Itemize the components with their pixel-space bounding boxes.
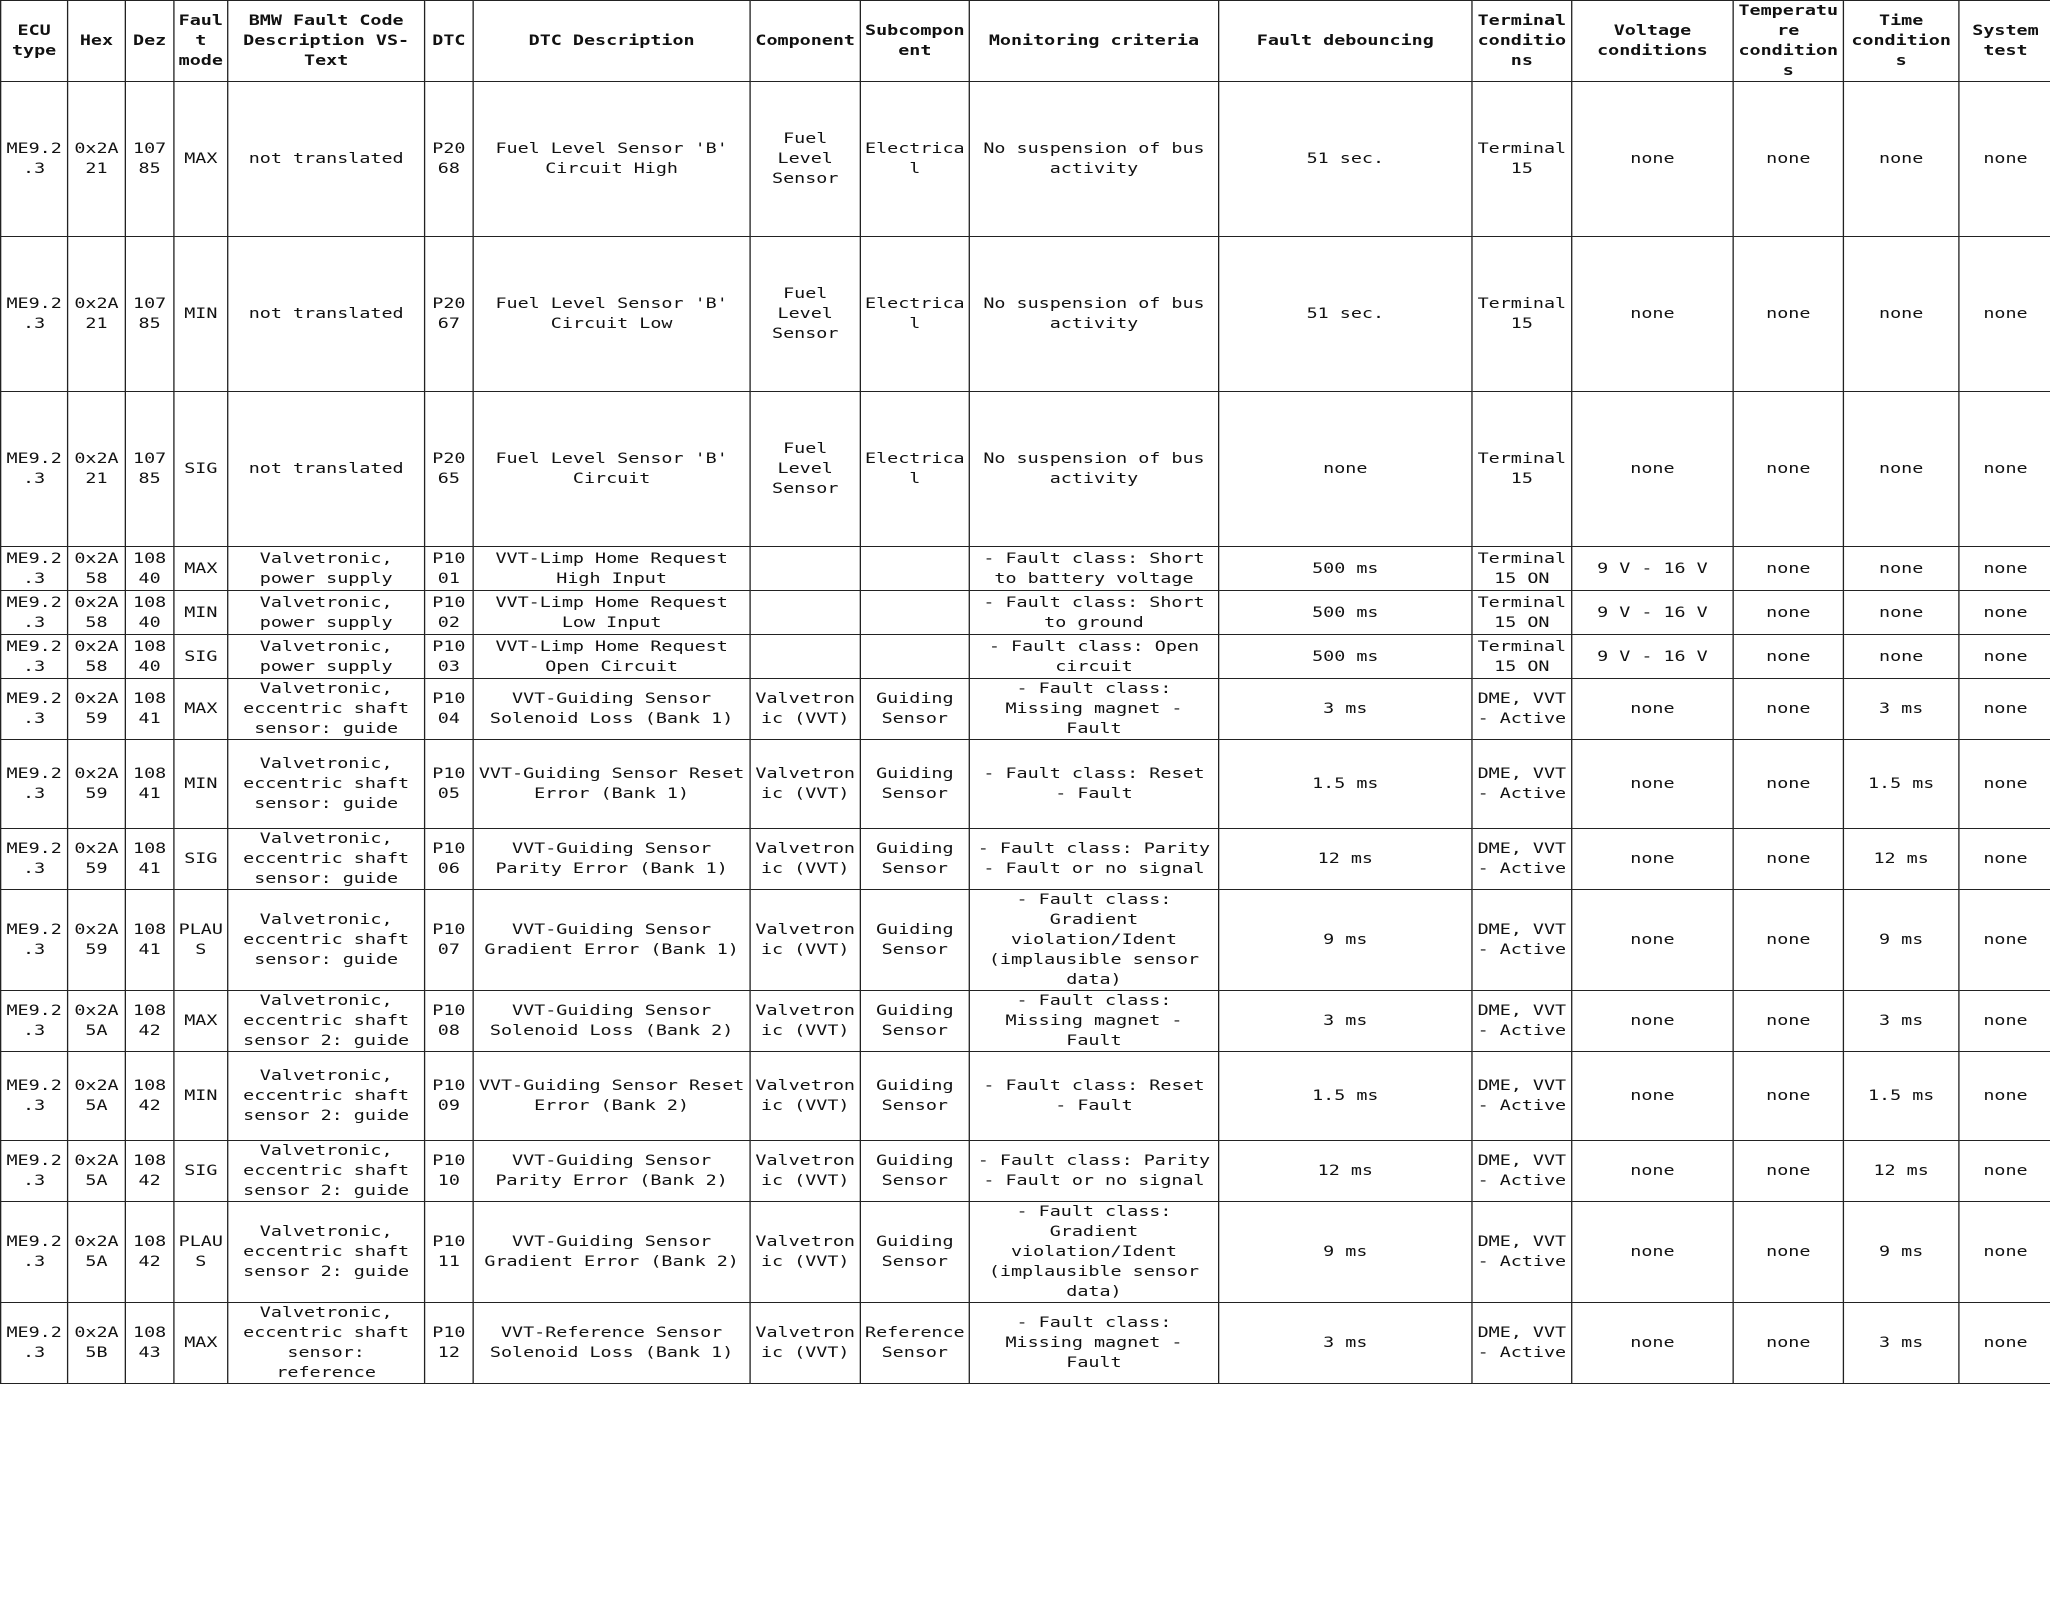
dtc-cell: P1001 (425, 547, 474, 591)
ecu-type-cell: ME9.2.3 (1, 591, 68, 635)
table-row (1, 679, 2050, 740)
ecu-type-cell: ME9.2.3 (1, 1052, 68, 1141)
dtc-description-cell: VVT-Limp Home Request Open Circuit (473, 635, 750, 679)
fault-mode-cell: MAX (174, 679, 228, 740)
temperature-conditions-cell: none (1733, 237, 1843, 392)
table-row (1, 547, 2050, 591)
terminal-conditions-cell: DME, VVT - Active (1472, 1202, 1572, 1303)
voltage-conditions-cell: none (1572, 890, 1733, 991)
dez-cell: 10785 (125, 237, 174, 392)
hex-cell: 0x2A21 (68, 237, 126, 392)
time-conditions-cell: 12 ms (1843, 829, 1959, 890)
hex-cell: 0x2A5B (68, 1303, 126, 1384)
dez-cell: 10842 (125, 991, 174, 1052)
voltage-conditions-cell: none (1572, 679, 1733, 740)
system-test-cell: none (1959, 679, 2050, 740)
dtc-description-cell: Fuel Level Sensor 'B' Circuit High (473, 82, 750, 237)
terminal-conditions-cell: DME, VVT - Active (1472, 829, 1572, 890)
bmw-description-cell: Valvetronic, eccentric shaft sensor 2: guide (228, 1141, 425, 1202)
terminal-conditions-cell: Terminal 15 (1472, 82, 1572, 237)
monitoring-criteria-cell: - Fault class: Short to ground (969, 591, 1218, 635)
bmw-description-cell: Valvetronic, eccentric shaft sensor: guide (228, 890, 425, 991)
voltage-conditions-cell: none (1572, 237, 1733, 392)
voltage-conditions-cell: none (1572, 1303, 1733, 1384)
dez-cell: 10840 (125, 547, 174, 591)
hex-cell: 0x2A59 (68, 829, 126, 890)
ecu-type-cell: ME9.2.3 (1, 1202, 68, 1303)
dtc-description-cell: VVT-Limp Home Request High Input (473, 547, 750, 591)
bmw-description-cell: not translated (228, 392, 425, 547)
table-row (1, 740, 2050, 829)
col-header-subcomponent: Subcomponent (860, 1, 969, 82)
time-conditions-cell: none (1843, 591, 1959, 635)
voltage-conditions-cell: none (1572, 1052, 1733, 1141)
hex-cell: 0x2A59 (68, 679, 126, 740)
monitoring-criteria-cell: - Fault class: Gradient violation/Ident (implausible sensor data) (969, 890, 1218, 991)
subcomponent-cell: Guiding Sensor (860, 740, 969, 829)
monitoring-criteria-cell: No suspension of bus activity (969, 392, 1218, 547)
monitoring-criteria-cell: - Fault class: Gradient violation/Ident (implausible sensor data) (969, 1202, 1218, 1303)
hex-cell: 0x2A58 (68, 547, 126, 591)
dtc-cell: P1003 (425, 635, 474, 679)
dtc-cell: P1012 (425, 1303, 474, 1384)
component-cell (750, 635, 860, 679)
table-row (1, 1303, 2050, 1384)
table-row (1, 1052, 2050, 1141)
fault-debouncing-cell: none (1219, 392, 1472, 547)
col-header-temperature-conditions: Temperature conditions (1733, 1, 1843, 82)
fault-debouncing-cell: 51 sec. (1219, 82, 1472, 237)
subcomponent-cell: Reference Sensor (860, 1303, 969, 1384)
dez-cell: 10842 (125, 1202, 174, 1303)
subcomponent-cell: Guiding Sensor (860, 1141, 969, 1202)
system-test-cell: none (1959, 740, 2050, 829)
monitoring-criteria-cell: - Fault class: Reset - Fault (969, 1052, 1218, 1141)
fault-debouncing-cell: 9 ms (1219, 1202, 1472, 1303)
system-test-cell: none (1959, 1303, 2050, 1384)
fault-debouncing-cell: 9 ms (1219, 890, 1472, 991)
time-conditions-cell: 3 ms (1843, 991, 1959, 1052)
fault-mode-cell: SIG (174, 635, 228, 679)
system-test-cell: none (1959, 547, 2050, 591)
time-conditions-cell: 3 ms (1843, 679, 1959, 740)
voltage-conditions-cell: 9 V - 16 V (1572, 547, 1733, 591)
dtc-cell: P1011 (425, 1202, 474, 1303)
dtc-description-cell: VVT-Reference Sensor Solenoid Loss (Bank 1) (473, 1303, 750, 1384)
ecu-type-cell: ME9.2.3 (1, 1303, 68, 1384)
temperature-conditions-cell: none (1733, 591, 1843, 635)
terminal-conditions-cell: DME, VVT - Active (1472, 679, 1572, 740)
terminal-conditions-cell: Terminal 15 (1472, 392, 1572, 547)
monitoring-criteria-cell: No suspension of bus activity (969, 237, 1218, 392)
subcomponent-cell: Electrical (860, 237, 969, 392)
col-header-voltage-conditions: Voltage conditions (1572, 1, 1733, 82)
dtc-description-cell: VVT-Guiding Sensor Solenoid Loss (Bank 2) (473, 991, 750, 1052)
bmw-description-cell: Valvetronic, eccentric shaft sensor 2: guide (228, 1052, 425, 1141)
dtc-description-cell: VVT-Guiding Sensor Solenoid Loss (Bank 1) (473, 679, 750, 740)
dtc-cell: P1005 (425, 740, 474, 829)
temperature-conditions-cell: none (1733, 1303, 1843, 1384)
terminal-conditions-cell: Terminal 15 ON (1472, 591, 1572, 635)
monitoring-criteria-cell: - Fault class: Reset - Fault (969, 740, 1218, 829)
subcomponent-cell: Guiding Sensor (860, 1202, 969, 1303)
terminal-conditions-cell: Terminal 15 ON (1472, 635, 1572, 679)
fault-mode-cell: MAX (174, 82, 228, 237)
fault-mode-cell: SIG (174, 1141, 228, 1202)
fault-debouncing-cell: 1.5 ms (1219, 1052, 1472, 1141)
col-header-time-conditions: Time conditions (1843, 1, 1959, 82)
component-cell: Valvetronic (VVT) (750, 740, 860, 829)
terminal-conditions-cell: DME, VVT - Active (1472, 991, 1572, 1052)
subcomponent-cell: Electrical (860, 82, 969, 237)
subcomponent-cell (860, 591, 969, 635)
system-test-cell: none (1959, 237, 2050, 392)
col-header-dtc: DTC (425, 1, 474, 82)
col-header-dez: Dez (125, 1, 174, 82)
table-row (1, 1202, 2050, 1303)
component-cell: Valvetronic (VVT) (750, 1202, 860, 1303)
fault-debouncing-cell: 51 sec. (1219, 237, 1472, 392)
temperature-conditions-cell: none (1733, 392, 1843, 547)
dez-cell: 10840 (125, 635, 174, 679)
subcomponent-cell (860, 547, 969, 591)
dtc-cell: P1006 (425, 829, 474, 890)
time-conditions-cell: 3 ms (1843, 1303, 1959, 1384)
col-header-fault-mode: Fault mode (174, 1, 228, 82)
bmw-description-cell: Valvetronic, eccentric shaft sensor: guide (228, 829, 425, 890)
fault-mode-cell: MAX (174, 547, 228, 591)
table-row (1, 591, 2050, 635)
temperature-conditions-cell: none (1733, 1141, 1843, 1202)
subcomponent-cell: Guiding Sensor (860, 829, 969, 890)
hex-cell: 0x2A59 (68, 740, 126, 829)
monitoring-criteria-cell: - Fault class: Missing magnet - Fault (969, 991, 1218, 1052)
col-header-bmw-description: BMW Fault Code Description VS-Text (228, 1, 425, 82)
dez-cell: 10841 (125, 740, 174, 829)
monitoring-criteria-cell: - Fault class: Missing magnet - Fault (969, 679, 1218, 740)
time-conditions-cell: none (1843, 547, 1959, 591)
voltage-conditions-cell: 9 V - 16 V (1572, 591, 1733, 635)
terminal-conditions-cell: DME, VVT - Active (1472, 740, 1572, 829)
fault-mode-cell: MAX (174, 1303, 228, 1384)
terminal-conditions-cell: DME, VVT - Active (1472, 1303, 1572, 1384)
dez-cell: 10785 (125, 392, 174, 547)
terminal-conditions-cell: Terminal 15 ON (1472, 547, 1572, 591)
time-conditions-cell: none (1843, 392, 1959, 547)
ecu-type-cell: ME9.2.3 (1, 635, 68, 679)
table-body (1, 82, 2050, 1384)
fault-debouncing-cell: 3 ms (1219, 991, 1472, 1052)
component-cell: Valvetronic (VVT) (750, 1052, 860, 1141)
fault-debouncing-cell: 12 ms (1219, 829, 1472, 890)
system-test-cell: none (1959, 591, 2050, 635)
dez-cell: 10841 (125, 890, 174, 991)
hex-cell: 0x2A5A (68, 1052, 126, 1141)
system-test-cell: none (1959, 1052, 2050, 1141)
voltage-conditions-cell: none (1572, 82, 1733, 237)
dez-cell: 10842 (125, 1141, 174, 1202)
component-cell: Valvetronic (VVT) (750, 991, 860, 1052)
hex-cell: 0x2A59 (68, 890, 126, 991)
dez-cell: 10841 (125, 679, 174, 740)
time-conditions-cell: 1.5 ms (1843, 1052, 1959, 1141)
dtc-description-cell: VVT-Guiding Sensor Reset Error (Bank 2) (473, 1052, 750, 1141)
time-conditions-cell: 9 ms (1843, 1202, 1959, 1303)
system-test-cell: none (1959, 991, 2050, 1052)
table-row (1, 635, 2050, 679)
system-test-cell: none (1959, 392, 2050, 547)
dez-cell: 10785 (125, 82, 174, 237)
fault-debouncing-cell: 1.5 ms (1219, 740, 1472, 829)
fault-mode-cell: MIN (174, 1052, 228, 1141)
voltage-conditions-cell: none (1572, 991, 1733, 1052)
monitoring-criteria-cell: - Fault class: Missing magnet - Fault (969, 1303, 1218, 1384)
col-header-hex: Hex (68, 1, 126, 82)
dez-cell: 10840 (125, 591, 174, 635)
system-test-cell: none (1959, 635, 2050, 679)
ecu-type-cell: ME9.2.3 (1, 679, 68, 740)
ecu-type-cell: ME9.2.3 (1, 82, 68, 237)
time-conditions-cell: none (1843, 82, 1959, 237)
component-cell: Fuel Level Sensor (750, 237, 860, 392)
system-test-cell: none (1959, 829, 2050, 890)
ecu-type-cell: ME9.2.3 (1, 1141, 68, 1202)
temperature-conditions-cell: none (1733, 740, 1843, 829)
table-row (1, 1141, 2050, 1202)
table-row (1, 991, 2050, 1052)
hex-cell: 0x2A21 (68, 82, 126, 237)
component-cell: Fuel Level Sensor (750, 82, 860, 237)
monitoring-criteria-cell: - Fault class: Parity - Fault or no signal (969, 829, 1218, 890)
ecu-type-cell: ME9.2.3 (1, 547, 68, 591)
monitoring-criteria-cell: - Fault class: Parity - Fault or no signal (969, 1141, 1218, 1202)
hex-cell: 0x2A5A (68, 1141, 126, 1202)
temperature-conditions-cell: none (1733, 991, 1843, 1052)
bmw-description-cell: Valvetronic, eccentric shaft sensor: guide (228, 740, 425, 829)
dtc-description-cell: VVT-Guiding Sensor Gradient Error (Bank 1) (473, 890, 750, 991)
system-test-cell: none (1959, 82, 2050, 237)
fault-mode-cell: PLAUS (174, 890, 228, 991)
subcomponent-cell: Guiding Sensor (860, 890, 969, 991)
temperature-conditions-cell: none (1733, 1052, 1843, 1141)
dtc-cell: P2065 (425, 392, 474, 547)
system-test-cell: none (1959, 1141, 2050, 1202)
subcomponent-cell: Guiding Sensor (860, 679, 969, 740)
voltage-conditions-cell: none (1572, 740, 1733, 829)
time-conditions-cell: none (1843, 237, 1959, 392)
dtc-description-cell: VVT-Guiding Sensor Reset Error (Bank 1) (473, 740, 750, 829)
bmw-description-cell: Valvetronic, power supply (228, 591, 425, 635)
dtc-cell: P1008 (425, 991, 474, 1052)
voltage-conditions-cell: none (1572, 392, 1733, 547)
hex-cell: 0x2A58 (68, 635, 126, 679)
time-conditions-cell: 1.5 ms (1843, 740, 1959, 829)
col-header-terminal-conditions: Terminal conditions (1472, 1, 1572, 82)
time-conditions-cell: 12 ms (1843, 1141, 1959, 1202)
dtc-cell: P2068 (425, 82, 474, 237)
fault-mode-cell: MAX (174, 991, 228, 1052)
dtc-description-cell: VVT-Guiding Sensor Parity Error (Bank 1) (473, 829, 750, 890)
header-row (1, 1, 2050, 82)
terminal-conditions-cell: DME, VVT - Active (1472, 1141, 1572, 1202)
subcomponent-cell (860, 635, 969, 679)
bmw-description-cell: Valvetronic, power supply (228, 547, 425, 591)
component-cell: Valvetronic (VVT) (750, 679, 860, 740)
time-conditions-cell: 9 ms (1843, 890, 1959, 991)
ecu-type-cell: ME9.2.3 (1, 829, 68, 890)
system-test-cell: none (1959, 890, 2050, 991)
monitoring-criteria-cell: No suspension of bus activity (969, 82, 1218, 237)
fault-mode-cell: MIN (174, 740, 228, 829)
bmw-description-cell: not translated (228, 82, 425, 237)
dtc-cell: P1009 (425, 1052, 474, 1141)
voltage-conditions-cell: none (1572, 1141, 1733, 1202)
fault-debouncing-cell: 500 ms (1219, 591, 1472, 635)
fault-mode-cell: MIN (174, 591, 228, 635)
ecu-type-cell: ME9.2.3 (1, 237, 68, 392)
component-cell: Valvetronic (VVT) (750, 1303, 860, 1384)
bmw-description-cell: not translated (228, 237, 425, 392)
bmw-description-cell: Valvetronic, eccentric shaft sensor 2: guide (228, 1202, 425, 1303)
fault-debouncing-cell: 500 ms (1219, 635, 1472, 679)
subcomponent-cell: Guiding Sensor (860, 991, 969, 1052)
dtc-cell: P1004 (425, 679, 474, 740)
subcomponent-cell: Electrical (860, 392, 969, 547)
bmw-description-cell: Valvetronic, eccentric shaft sensor 2: guide (228, 991, 425, 1052)
voltage-conditions-cell: 9 V - 16 V (1572, 635, 1733, 679)
hex-cell: 0x2A21 (68, 392, 126, 547)
subcomponent-cell: Guiding Sensor (860, 1052, 969, 1141)
system-test-cell: none (1959, 1202, 2050, 1303)
temperature-conditions-cell: none (1733, 635, 1843, 679)
col-header-dtc-description: DTC Description (473, 1, 750, 82)
fault-mode-cell: MIN (174, 237, 228, 392)
time-conditions-cell: none (1843, 635, 1959, 679)
temperature-conditions-cell: none (1733, 679, 1843, 740)
hex-cell: 0x2A5A (68, 991, 126, 1052)
voltage-conditions-cell: none (1572, 829, 1733, 890)
monitoring-criteria-cell: - Fault class: Short to battery voltage (969, 547, 1218, 591)
dtc-description-cell: VVT-Limp Home Request Low Input (473, 591, 750, 635)
dez-cell: 10843 (125, 1303, 174, 1384)
component-cell (750, 547, 860, 591)
col-header-component: Component (750, 1, 860, 82)
component-cell: Fuel Level Sensor (750, 392, 860, 547)
table-row (1, 829, 2050, 890)
dtc-description-cell: Fuel Level Sensor 'B' Circuit (473, 392, 750, 547)
terminal-conditions-cell: DME, VVT - Active (1472, 1052, 1572, 1141)
table-row (1, 237, 2050, 392)
col-header-system-test: System test (1959, 1, 2050, 82)
fault-debouncing-cell: 3 ms (1219, 679, 1472, 740)
temperature-conditions-cell: none (1733, 547, 1843, 591)
dtc-description-cell: VVT-Guiding Sensor Gradient Error (Bank 2) (473, 1202, 750, 1303)
ecu-type-cell: ME9.2.3 (1, 740, 68, 829)
temperature-conditions-cell: none (1733, 890, 1843, 991)
bmw-description-cell: Valvetronic, eccentric shaft sensor: guide (228, 679, 425, 740)
bmw-description-cell: Valvetronic, eccentric shaft sensor: reference (228, 1303, 425, 1384)
fault-mode-cell: SIG (174, 392, 228, 547)
dez-cell: 10841 (125, 829, 174, 890)
dtc-description-cell: VVT-Guiding Sensor Parity Error (Bank 2) (473, 1141, 750, 1202)
col-header-ecu-type: ECU type (1, 1, 68, 82)
component-cell (750, 591, 860, 635)
table-row (1, 890, 2050, 991)
component-cell: Valvetronic (VVT) (750, 890, 860, 991)
component-cell: Valvetronic (VVT) (750, 829, 860, 890)
bmw-description-cell: Valvetronic, power supply (228, 635, 425, 679)
fault-mode-cell: PLAUS (174, 1202, 228, 1303)
terminal-conditions-cell: DME, VVT - Active (1472, 890, 1572, 991)
temperature-conditions-cell: none (1733, 829, 1843, 890)
col-header-fault-debouncing: Fault debouncing (1219, 1, 1472, 82)
dtc-cell: P1007 (425, 890, 474, 991)
hex-cell: 0x2A5A (68, 1202, 126, 1303)
fault-debouncing-cell: 12 ms (1219, 1141, 1472, 1202)
hex-cell: 0x2A58 (68, 591, 126, 635)
fault-mode-cell: SIG (174, 829, 228, 890)
dtc-cell: P1002 (425, 591, 474, 635)
dtc-description-cell: Fuel Level Sensor 'B' Circuit Low (473, 237, 750, 392)
ecu-type-cell: ME9.2.3 (1, 392, 68, 547)
temperature-conditions-cell: none (1733, 82, 1843, 237)
fault-debouncing-cell: 500 ms (1219, 547, 1472, 591)
table-row (1, 392, 2050, 547)
monitoring-criteria-cell: - Fault class: Open circuit (969, 635, 1218, 679)
ecu-type-cell: ME9.2.3 (1, 890, 68, 991)
dtc-cell: P2067 (425, 237, 474, 392)
dez-cell: 10842 (125, 1052, 174, 1141)
temperature-conditions-cell: none (1733, 1202, 1843, 1303)
dtc-cell: P1010 (425, 1141, 474, 1202)
component-cell: Valvetronic (VVT) (750, 1141, 860, 1202)
col-header-monitoring-criteria: Monitoring criteria (969, 1, 1218, 82)
voltage-conditions-cell: none (1572, 1202, 1733, 1303)
table-row (1, 82, 2050, 237)
terminal-conditions-cell: Terminal 15 (1472, 237, 1572, 392)
ecu-type-cell: ME9.2.3 (1, 991, 68, 1052)
fault-debouncing-cell: 3 ms (1219, 1303, 1472, 1384)
